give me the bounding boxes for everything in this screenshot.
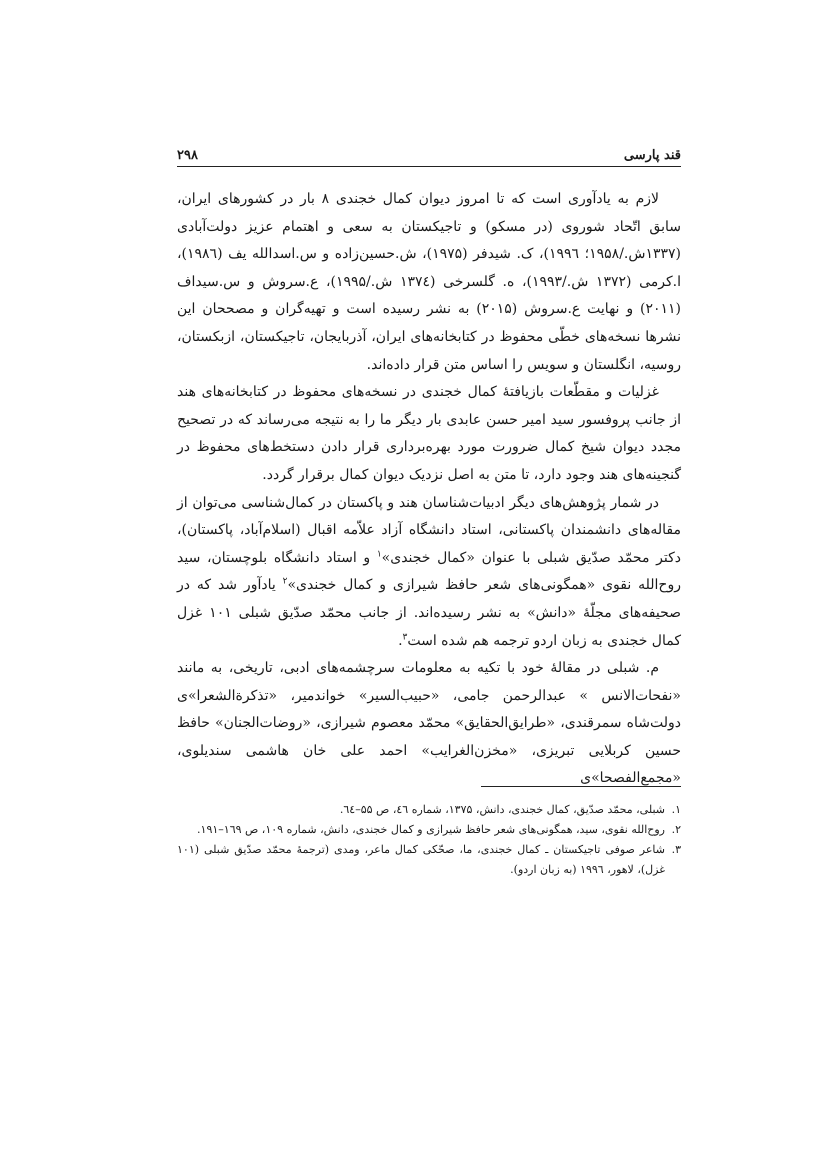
- paragraph-3-part-d: .: [398, 632, 403, 649]
- footnote-number: ۳.: [671, 843, 681, 856]
- footnote-marker-1: ۱: [376, 549, 382, 560]
- running-header: [177, 142, 681, 167]
- footnotes: [177, 800, 681, 880]
- paragraph-2: غزلیات و مقطّعات بازیافتۀ کمال خجندی در نسخه‌های محفوظ در کتابخانه‌های هند از جانب پروفسور سید امیر حسن عابدی بار دیگر ما را به نتیجه می‌رساند که در تصحیح مجدد دیوان شیخ کمال ضرورت مورد بهره‌برداری قرار دادن دستخط‌های محفوظ در گنجینه‌های هند وجود دارد، تا متن به اصل نزدیک دیوان کمال برقرار گردد.: [177, 384, 681, 483]
- page-number: ۲۹۸: [177, 148, 198, 163]
- body-text: [177, 186, 681, 793]
- footnote-number: ۱.: [671, 803, 681, 816]
- footnote-text: شبلی، محمّد صدّیق، کمال خجندی، دانش، ۱۳۷۵، شماره ٤٦، ص ۵۵–٦٤.: [339, 803, 665, 816]
- footnote-text: روح‌الله نقوی، سید، همگونی‌های شعر حافظ شیرازی و کمال خجندی، دانش، شماره ۱۰۹، ص ۱٦۹–۱۹۱.: [197, 823, 665, 836]
- footnote-3: [177, 840, 681, 880]
- footnote-2: [177, 820, 681, 840]
- paragraph-4: م. شبلی در مقالۀ خود با تکیه به معلومات سرچشمه‌های ادبی، تاریخی، به مانند «نفحات‌الانس » عبدالرحمن جامی، «حبیب‌السیر» خواندمیر، «تذکرة‌الشعرا»ی دولت‌شاه سمرقندی، «طرایق‌الحقایق» محمّد معصوم شیرازی، «روضات‌الجنان» حافظ حسین کربلایی تبریزی، «مخزن‌الغرایب» احمد علی خان هاشمی سندیلوی، «مجمع‌الفصحا»ی: [177, 660, 681, 787]
- paragraph-1: لازم به یادآوری است که تا امروز دیوان کمال خجندی ۸ بار در کشورهای ایران، سابق اتّحاد شوروی (در مسکو) و تاجیکستان به سعی و اهتمام عزیز دولت‌آبادی (۱۳۳۷ش./۱۹۵۸؛ ۱۹۹٦)، ک. شیدفر (۱۹۷۵)، ش.حسین‌زاده و س.اسدالله یف (۱۹۸٦)، ا.کرمی (۱۳۷۲ ش./۱۹۹۳)، ه. گلسرخی (۱۳۷٤ ش./۱۹۹۵)، ع.سروش و س.سیداف (۲۰۱۱) و نهایت ع.سروش (۲۰۱۵) به نشر رسیده است و تهیه‌گران و مصححان این نشرها نسخه‌های خطّی محفوظ در کتابخانه‌های ایران، آذربایجان، تاجیکستان، ازبکستان، روسیه، انگلستان و سویس را اساس متن قرار داده‌اند.: [177, 191, 681, 373]
- footnote-separator: [481, 786, 681, 787]
- footnote-text: شاعر صوفی تاجیکستان ـ کمال خجندی، ما، صحّکی کمال ماعر، ومدی (ترجمۀ محمّد صدّیق شبلی (۱۰۱ غزل)، لاهور، ۱۹۹٦ (به زبان اردو).: [177, 843, 665, 876]
- footnote-number: ۲.: [671, 823, 681, 836]
- footnote-1: [177, 800, 681, 820]
- paragraph-3-part-a: در شمار پژوهش‌های دیگر ادبیات‌شناسان هند و پاکستان در کمال‌شناسی می‌توان از مقاله‌های دانشمندان پاکستانی، استاد دانشگاه آزاد علاّمه اقبال (اسلام‌آباد، پاکستان)، دکتر محمّد صدّیق شبلی با عنوان «کمال خجندی»: [177, 494, 681, 566]
- paragraph-3-part-c: یادآور شد که در صحیفه‌های مجلّۀ «دانش» به نشر رسیده‌اند. از جانب محمّد صدّیق شبلی ۱۰۱ غزل کمال خجندی به زبان اردو ترجمه هم شده است: [177, 577, 681, 649]
- paragraph-3: [177, 490, 681, 656]
- journal-title: قند پارسی: [623, 148, 681, 163]
- paragraph-3-part-b: و استاد دانشگاه بلوچستان، سید روح‌الله نقوی «همگونی‌های شعر حافظ شیرازی و کمال خجندی»: [177, 549, 681, 594]
- footnote-marker-2: ۲: [282, 576, 288, 587]
- footnote-marker-3: ۳: [402, 631, 408, 642]
